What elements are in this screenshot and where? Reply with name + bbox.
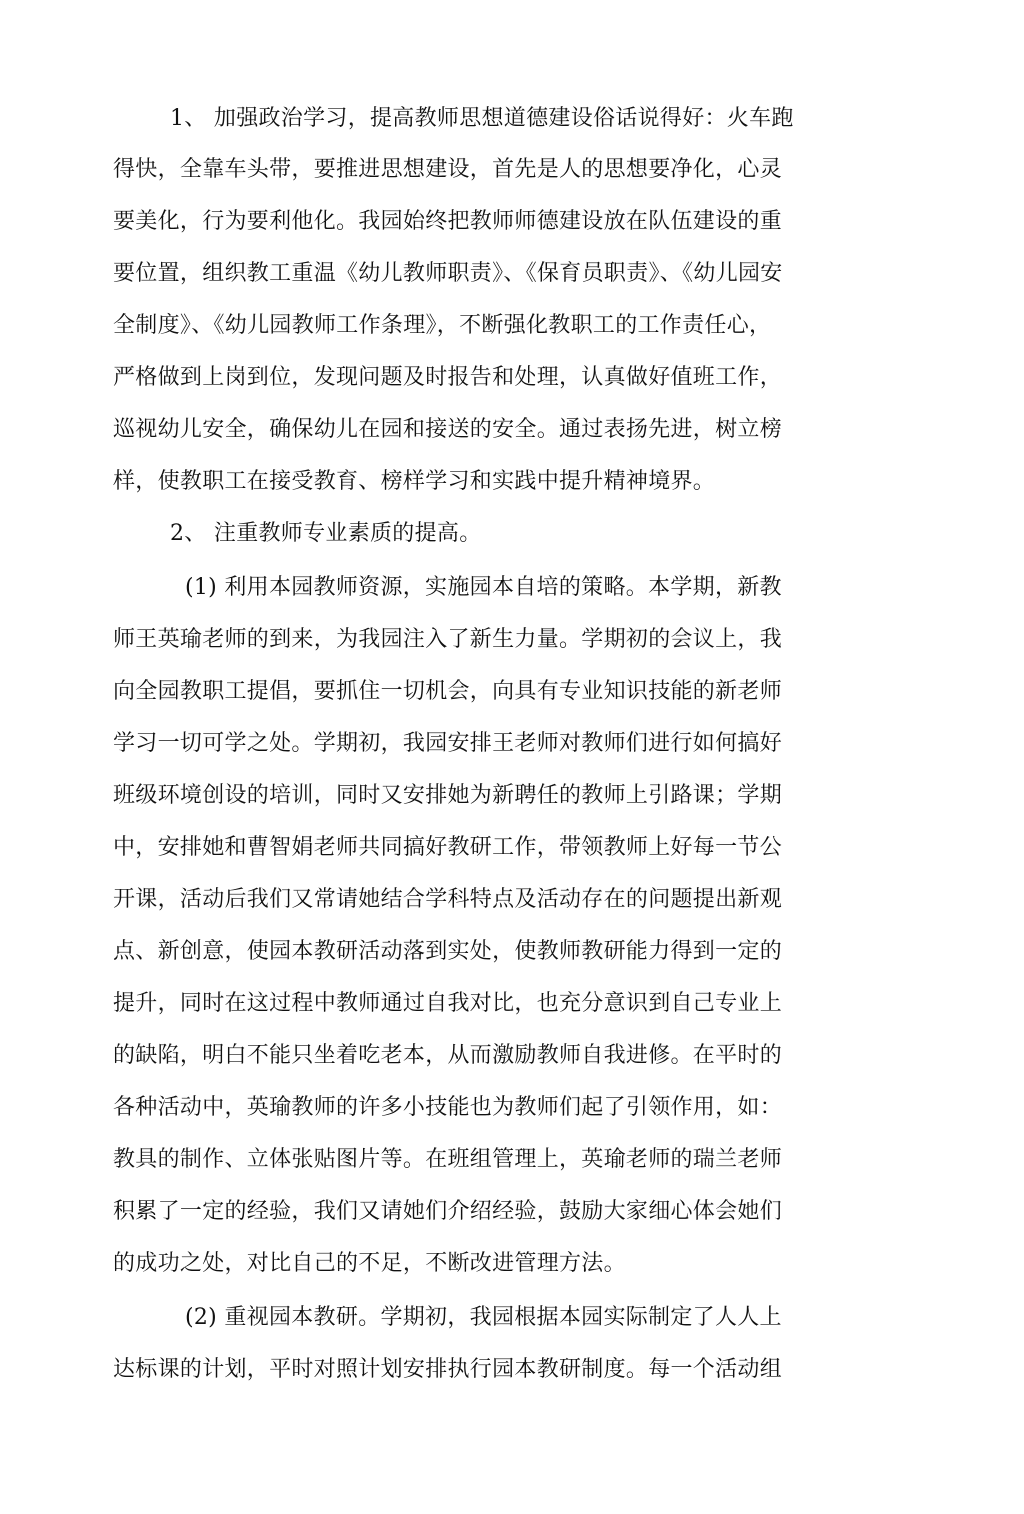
text-line: 各种活动中，英瑜教师的许多小技能也为教师们起了引领作用，如： [113,1095,783,1120]
text-line: 得快，全靠车头带，要推进思想建设，首先是人的思想要净化，心灵 [113,157,783,182]
paragraph-2-heading: 2、 注重教师专业素质的提高。 [170,521,482,546]
subparagraph-1-start: (1) 利用本园教师资源，实施园本自培的策略。本学期，新教 [185,575,782,600]
paragraph-1-heading: 1、 加强政治学习，提高教师思想道德建设俗话说得好：火车跑 [170,106,794,131]
text-line: 班级环境创设的培训，同时又安排她为新聘任的教师上引路课；学期 [113,783,783,808]
text-line: 提升，同时在这过程中教师通过自我对比，也充分意识到自己专业上 [113,991,783,1016]
text-line: 向全园教职工提倡，要抓住一切机会，向具有专业知识技能的新老师 [113,679,783,704]
text-line: 巡视幼儿安全，确保幼儿在园和接送的安全。通过表扬先进，树立榜 [113,417,783,442]
subparagraph-2-start: (2) 重视园本教研。学期初，我园根据本园实际制定了人人上 [185,1305,782,1330]
text-line: 要位置，组织教工重温《幼儿教师职责》、《保育员职责》、《幼儿园安 [113,261,783,286]
text-line: 师王英瑜老师的到来，为我园注入了新生力量。学期初的会议上，我 [113,627,783,652]
text-line: 的成功之处，对比自己的不足，不断改进管理方法。 [113,1251,626,1276]
text-line: 达标课的计划，平时对照计划安排执行园本教研制度。每一个活动组 [113,1357,783,1382]
text-line: 样，使教职工在接受教育、榜样学习和实践中提升精神境界。 [113,469,716,494]
text-line: 严格做到上岗到位，发现问题及时报告和处理，认真做好值班工作， [113,365,783,390]
text-line: 教具的制作、立体张贴图片等。在班组管理上，英瑜老师的瑞兰老师 [113,1147,783,1172]
text-line: 要美化，行为要利他化。我园始终把教师师德建设放在队伍建设的重 [113,209,783,234]
text-line: 学习一切可学之处。学期初，我园安排王老师对教师们进行如何搞好 [113,731,783,756]
text-line: 中，安排她和曹智娟老师共同搞好教研工作，带领教师上好每一节公 [113,835,783,860]
text-line: 的缺陷，明白不能只坐着吃老本，从而激励教师自我进修。在平时的 [113,1043,783,1068]
text-line: 积累了一定的经验，我们又请她们介绍经验，鼓励大家细心体会她们 [113,1199,783,1224]
text-line: 开课，活动后我们又常请她结合学科特点及活动存在的问题提出新观 [113,887,783,912]
text-line: 全制度》、《幼儿园教师工作条理》，不断强化教职工的工作责任心， [113,313,772,338]
text-line: 点、新创意，使园本教研活动落到实处，使教师教研能力得到一定的 [113,939,783,964]
